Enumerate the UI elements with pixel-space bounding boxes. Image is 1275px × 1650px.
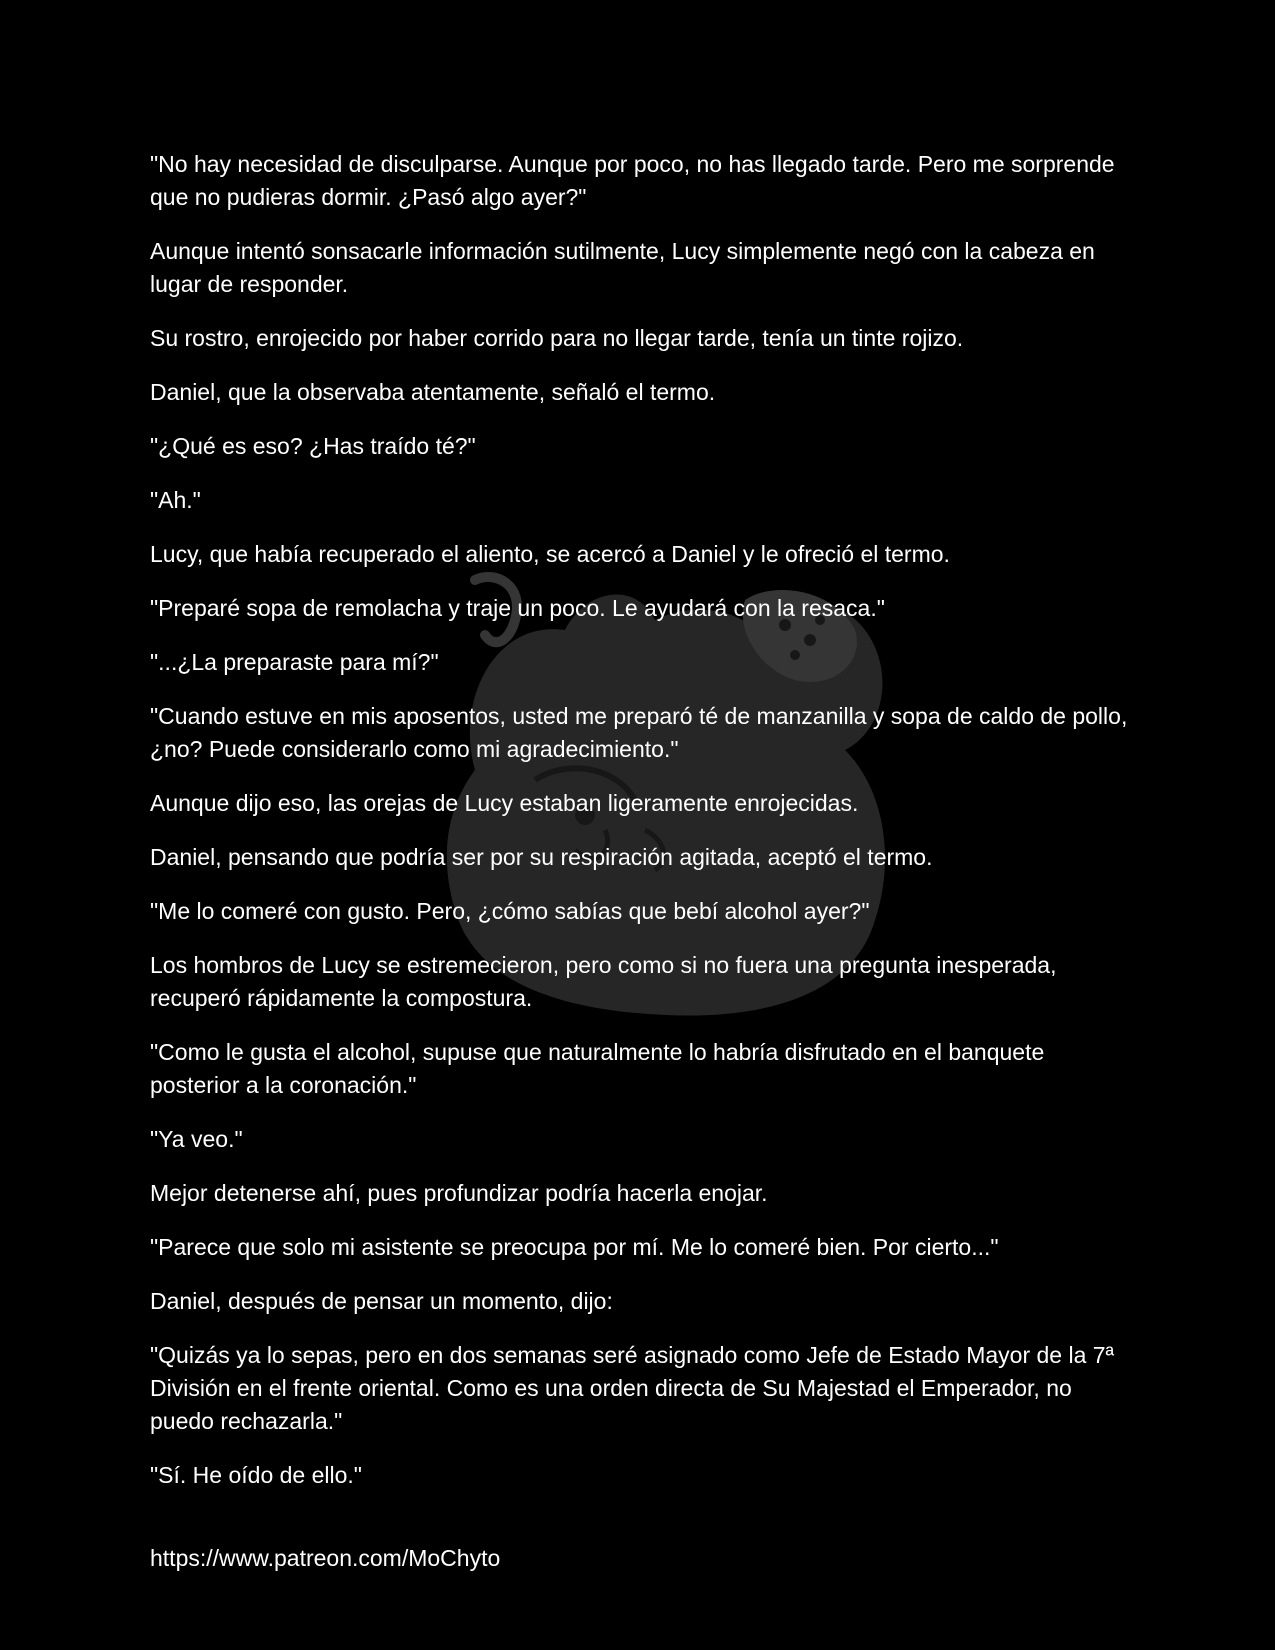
paragraph: Su rostro, enrojecido por haber corrido para no llegar tarde, tenía un tinte rojizo. [150,325,964,351]
paragraph: "Preparé sopa de remolacha y traje un poco. Le ayudará con la resaca." [150,595,885,621]
paragraph: "Parece que solo mi asistente se preocupa por mí. Me lo comeré bien. Por cierto..." [150,1234,999,1260]
paragraph: "Me lo comeré con gusto. Pero, ¿cómo sabías que bebí alcohol ayer?" [150,898,870,924]
paragraph: "No hay necesidad de disculparse. Aunque por poco, no has llegado tarde. Pero me sorprende que no pudieras dormir. ¿Pasó algo ayer?" [150,151,1115,210]
document-body [150,148,1140,1513]
paragraph: "Ah." [150,487,201,513]
paragraph: "¿Qué es eso? ¿Has traído té?" [150,433,476,459]
paragraph: Daniel, después de pensar un momento, dijo: [150,1288,613,1314]
paragraph: "Cuando estuve en mis aposentos, usted me preparó té de manzanilla y sopa de caldo de pollo, ¿no? Puede considerarlo como mi agradecimiento." [150,703,1128,762]
paragraph: "Quizás ya lo sepas, pero en dos semanas seré asignado como Jefe de Estado Mayor de la 7ª División en el frente oriental. Como es una orden directa de Su Majestad el Emperador, no puedo rechazarla." [150,1342,1115,1434]
paragraph: Daniel, que la observaba atentamente, señaló el termo. [150,379,716,405]
paragraph: Los hombros de Lucy se estremecieron, pero como si no fuera una pregunta inesperada, recuperó rápidamente la compostura. [150,952,1057,1011]
paragraph: Aunque dijo eso, las orejas de Lucy estaban ligeramente enrojecidas. [150,790,859,816]
paragraph: Daniel, pensando que podría ser por su respiración agitada, aceptó el termo. [150,844,933,870]
paragraph: Lucy, que había recuperado el aliento, se acercó a Daniel y le ofreció el termo. [150,541,950,567]
paragraph: Mejor detenerse ahí, pues profundizar podría hacerla enojar. [150,1180,768,1206]
patreon-link[interactable]: https://www.patreon.com/MoChyto [150,1545,501,1571]
paragraph: "Como le gusta el alcohol, supuse que naturalmente lo habría disfrutado en el banquete posterior a la coronación." [150,1039,1045,1098]
paragraph: "Ya veo." [150,1126,243,1152]
paragraph: "...¿La preparaste para mí?" [150,649,439,675]
paragraph: Aunque intentó sonsacarle información sutilmente, Lucy simplemente negó con la cabeza en lugar de responder. [150,238,1095,297]
paragraph: "Sí. He oído de ello." [150,1462,362,1488]
